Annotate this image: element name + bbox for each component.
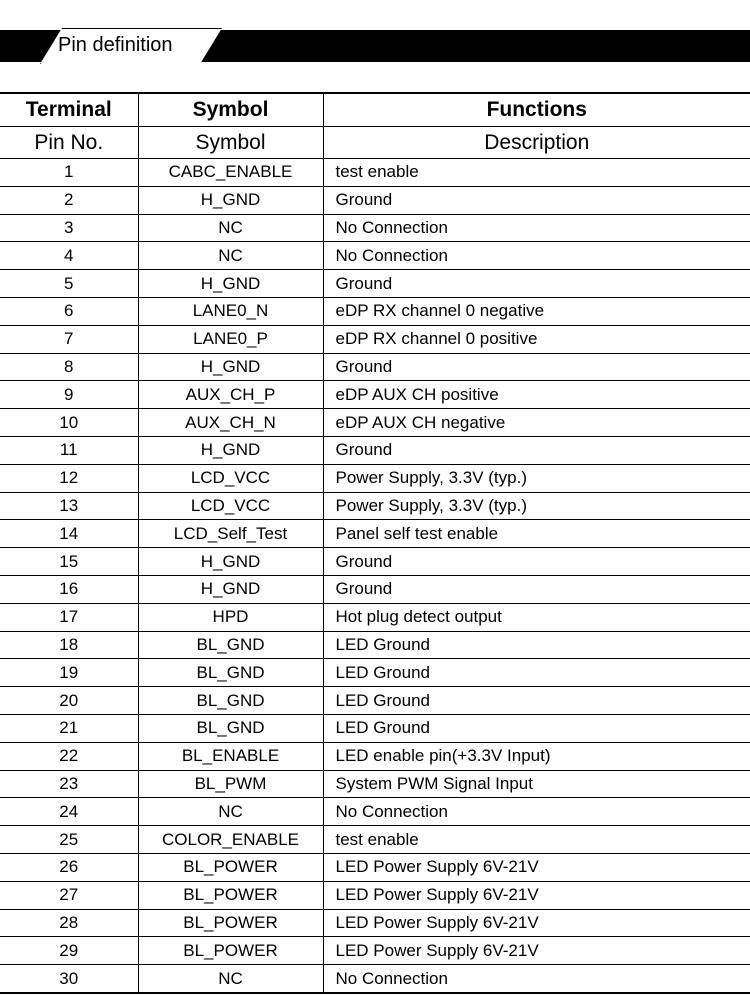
- description-cell: No Connection: [323, 798, 750, 826]
- symbol-cell: NC: [138, 965, 323, 993]
- section-title: Pin definition: [58, 34, 173, 56]
- table-row: [0, 353, 750, 381]
- symbol-cell: BL_PWM: [138, 770, 323, 798]
- description-cell: Power Supply, 3.3V (typ.): [323, 464, 750, 492]
- description-cell: No Connection: [323, 242, 750, 270]
- symbol-cell: BL_GND: [138, 659, 323, 687]
- table-row: [0, 325, 750, 353]
- description-cell: test enable: [323, 826, 750, 854]
- pin-number-cell: 6: [0, 297, 138, 325]
- pin-number-cell: 19: [0, 659, 138, 687]
- table-row: [0, 436, 750, 464]
- subheader-description: Description: [323, 127, 750, 159]
- subheader-pin-no: Pin No.: [0, 127, 138, 159]
- header-symbol: Symbol: [138, 93, 323, 127]
- table-row: [0, 659, 750, 687]
- table-row: [0, 186, 750, 214]
- table-row: [0, 798, 750, 826]
- pin-number-cell: 26: [0, 853, 138, 881]
- table-row: [0, 631, 750, 659]
- table-row: [0, 603, 750, 631]
- description-cell: LED Power Supply 6V-21V: [323, 853, 750, 881]
- description-cell: LED Ground: [323, 659, 750, 687]
- table-row: [0, 297, 750, 325]
- description-cell: Ground: [323, 548, 750, 576]
- pin-number-cell: 17: [0, 603, 138, 631]
- symbol-cell: LCD_VCC: [138, 492, 323, 520]
- pin-number-cell: 27: [0, 881, 138, 909]
- description-cell: LED Ground: [323, 631, 750, 659]
- symbol-cell: H_GND: [138, 270, 323, 298]
- table-row: [0, 464, 750, 492]
- symbol-cell: HPD: [138, 603, 323, 631]
- pin-number-cell: 25: [0, 826, 138, 854]
- pin-number-cell: 9: [0, 381, 138, 409]
- pin-number-cell: 21: [0, 714, 138, 742]
- symbol-cell: BL_POWER: [138, 909, 323, 937]
- table-row: [0, 214, 750, 242]
- table-row: [0, 381, 750, 409]
- symbol-cell: H_GND: [138, 186, 323, 214]
- description-cell: LED Power Supply 6V-21V: [323, 937, 750, 965]
- table-row: [0, 965, 750, 993]
- description-cell: No Connection: [323, 965, 750, 993]
- symbol-cell: BL_POWER: [138, 937, 323, 965]
- description-cell: Hot plug detect output: [323, 603, 750, 631]
- pin-number-cell: 4: [0, 242, 138, 270]
- symbol-cell: NC: [138, 798, 323, 826]
- description-cell: LED enable pin(+3.3V Input): [323, 742, 750, 770]
- header-terminal: Terminal: [0, 93, 138, 127]
- symbol-cell: H_GND: [138, 575, 323, 603]
- symbol-cell: CABC_ENABLE: [138, 159, 323, 187]
- table-row: [0, 270, 750, 298]
- pin-number-cell: 2: [0, 186, 138, 214]
- table-row: [0, 242, 750, 270]
- symbol-cell: BL_GND: [138, 714, 323, 742]
- symbol-cell: BL_ENABLE: [138, 742, 323, 770]
- table-row: [0, 548, 750, 576]
- symbol-cell: H_GND: [138, 548, 323, 576]
- pin-number-cell: 15: [0, 548, 138, 576]
- description-cell: No Connection: [323, 214, 750, 242]
- description-cell: eDP RX channel 0 negative: [323, 297, 750, 325]
- table-row: [0, 159, 750, 187]
- symbol-cell: AUX_CH_P: [138, 381, 323, 409]
- pin-number-cell: 7: [0, 325, 138, 353]
- pin-number-cell: 14: [0, 520, 138, 548]
- pin-number-cell: 10: [0, 409, 138, 437]
- description-cell: test enable: [323, 159, 750, 187]
- symbol-cell: BL_POWER: [138, 853, 323, 881]
- table-row: [0, 492, 750, 520]
- table-row: [0, 881, 750, 909]
- pin-number-cell: 23: [0, 770, 138, 798]
- pin-number-cell: 29: [0, 937, 138, 965]
- symbol-cell: BL_GND: [138, 687, 323, 715]
- description-cell: Ground: [323, 575, 750, 603]
- description-cell: Ground: [323, 353, 750, 381]
- pin-number-cell: 22: [0, 742, 138, 770]
- symbol-cell: LCD_VCC: [138, 464, 323, 492]
- symbol-cell: LANE0_P: [138, 325, 323, 353]
- table-body: [0, 159, 750, 993]
- table-subheader-row: [0, 127, 750, 159]
- pin-number-cell: 20: [0, 687, 138, 715]
- subheader-symbol: Symbol: [138, 127, 323, 159]
- description-cell: eDP AUX CH positive: [323, 381, 750, 409]
- symbol-cell: LCD_Self_Test: [138, 520, 323, 548]
- symbol-cell: NC: [138, 242, 323, 270]
- symbol-cell: COLOR_ENABLE: [138, 826, 323, 854]
- description-cell: eDP RX channel 0 positive: [323, 325, 750, 353]
- pin-number-cell: 11: [0, 436, 138, 464]
- pin-number-cell: 1: [0, 159, 138, 187]
- symbol-cell: BL_POWER: [138, 881, 323, 909]
- description-cell: LED Power Supply 6V-21V: [323, 909, 750, 937]
- symbol-cell: H_GND: [138, 353, 323, 381]
- pin-number-cell: 5: [0, 270, 138, 298]
- header-functions: Functions: [323, 93, 750, 127]
- table-row: [0, 687, 750, 715]
- table-row: [0, 909, 750, 937]
- pin-number-cell: 8: [0, 353, 138, 381]
- description-cell: Ground: [323, 186, 750, 214]
- symbol-cell: AUX_CH_N: [138, 409, 323, 437]
- symbol-cell: H_GND: [138, 436, 323, 464]
- pin-number-cell: 3: [0, 214, 138, 242]
- description-cell: LED Ground: [323, 714, 750, 742]
- symbol-cell: LANE0_N: [138, 297, 323, 325]
- description-cell: Power Supply, 3.3V (typ.): [323, 492, 750, 520]
- table-row: [0, 742, 750, 770]
- pin-number-cell: 16: [0, 575, 138, 603]
- pin-definition-table: [0, 92, 750, 994]
- pin-number-cell: 30: [0, 965, 138, 993]
- description-cell: eDP AUX CH negative: [323, 409, 750, 437]
- symbol-cell: BL_GND: [138, 631, 323, 659]
- description-cell: LED Power Supply 6V-21V: [323, 881, 750, 909]
- description-cell: Ground: [323, 270, 750, 298]
- symbol-cell: NC: [138, 214, 323, 242]
- table-row: [0, 853, 750, 881]
- pin-number-cell: 13: [0, 492, 138, 520]
- table-row: [0, 575, 750, 603]
- pin-number-cell: 18: [0, 631, 138, 659]
- table-row: [0, 714, 750, 742]
- pin-number-cell: 24: [0, 798, 138, 826]
- table-row: [0, 520, 750, 548]
- description-cell: System PWM Signal Input: [323, 770, 750, 798]
- table-row: [0, 826, 750, 854]
- table-row: [0, 770, 750, 798]
- pin-number-cell: 12: [0, 464, 138, 492]
- table-row: [0, 937, 750, 965]
- description-cell: LED Ground: [323, 687, 750, 715]
- description-cell: Panel self test enable: [323, 520, 750, 548]
- description-cell: Ground: [323, 436, 750, 464]
- pin-number-cell: 28: [0, 909, 138, 937]
- table-row: [0, 409, 750, 437]
- table-header-row: [0, 93, 750, 127]
